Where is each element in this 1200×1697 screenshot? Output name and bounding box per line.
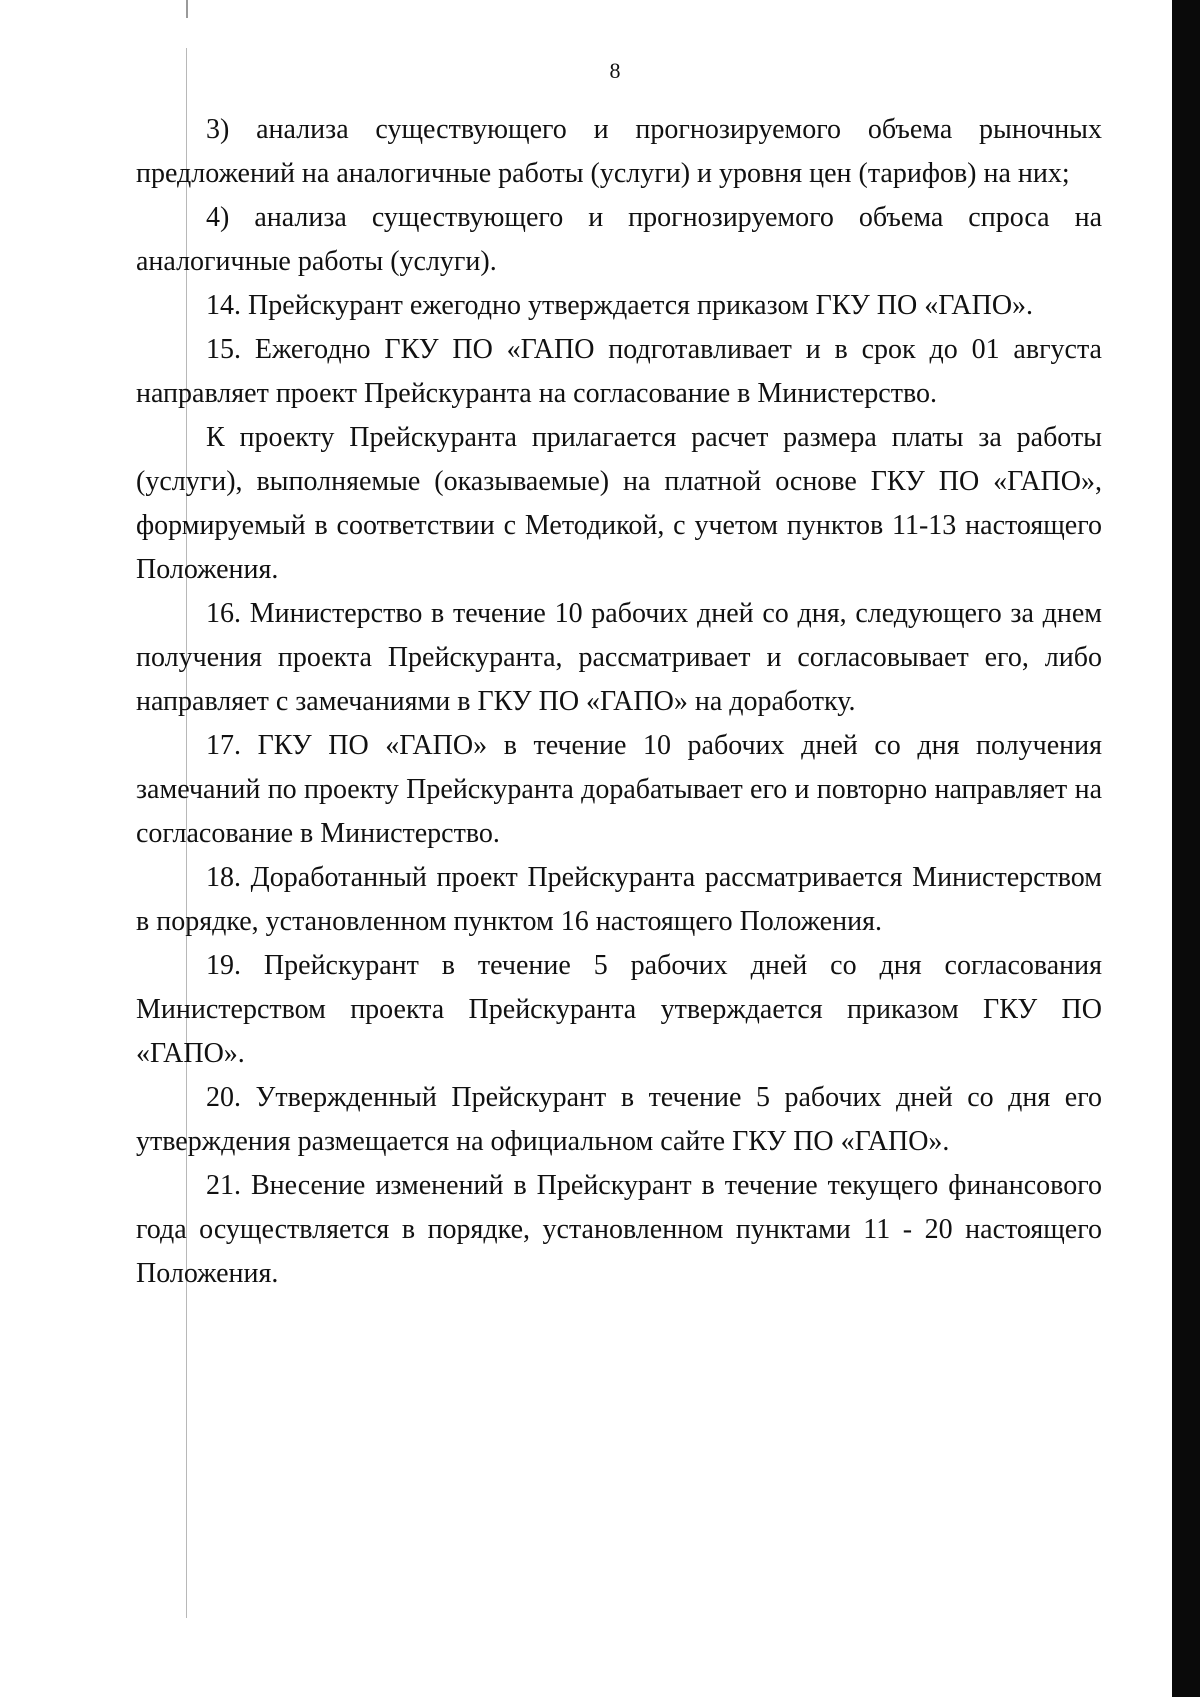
page-number: 8 [609, 58, 621, 83]
scan-dark-border [1172, 0, 1200, 1697]
paragraph-17: 17. ГКУ ПО «ГАПО» в течение 10 рабочих дней со дня получения замечаний по проекту Прейскуранта дорабатывает его и повторно направляет на согласование в Министерство. [136, 730, 1102, 849]
paragraph-15: 15. Ежегодно ГКУ ПО «ГАПО подготавливает и в срок до 01 августа направляет проект Прейскуранта на согласование в Министерство. [136, 334, 1102, 409]
paragraph-item-3: 3) анализа существующего и прогнозируемого объема рыночных предложений на аналогичные работы (услуги) и уровня цен (тарифов) на них; [136, 114, 1102, 189]
paragraph-16: 16. Министерство в течение 10 рабочих дней со дня, следующего за днем получения проекта Прейскуранта, рассматривает и согласовывает его, либо направляет с замечаниями в ГКУ ПО «ГАПО» на доработку. [136, 598, 1102, 717]
paragraph-20: 20. Утвержденный Прейскурант в течение 5 рабочих дней со дня его утверждения размещается на официальном сайте ГКУ ПО «ГАПО». [136, 1082, 1102, 1157]
paragraph-14: 14. Прейскурант ежегодно утверждается приказом ГКУ ПО «ГАПО». [206, 290, 1034, 321]
document-body [136, 108, 1102, 1296]
paragraph-21: 21. Внесение изменений в Прейскурант в течение текущего финансового года осуществляется в порядке, установленном пунктами 11 - 20 настоящего Положения. [136, 1170, 1102, 1289]
paragraph-15-attachment: К проекту Прейскуранта прилагается расчет размера платы за работы (услуги), выполняемые (оказываемые) на платной основе ГКУ ПО «ГАПО», формируемый в соответствии с Методикой, с учетом пунктов 11-13 настоящего Положения. [136, 422, 1102, 585]
scan-edge-mark [186, 0, 188, 18]
paragraph-19: 19. Прейскурант в течение 5 рабочих дней со дня согласования Министерством проекта Прейскуранта утверждается приказом ГКУ ПО «ГАПО». [136, 950, 1102, 1069]
paragraph-item-4: 4) анализа существующего и прогнозируемого объема спроса на аналогичные работы (услуги). [136, 202, 1102, 277]
paragraph-18: 18. Доработанный проект Прейскуранта рассматривается Министерством в порядке, установленном пунктом 16 настоящего Положения. [136, 862, 1102, 937]
